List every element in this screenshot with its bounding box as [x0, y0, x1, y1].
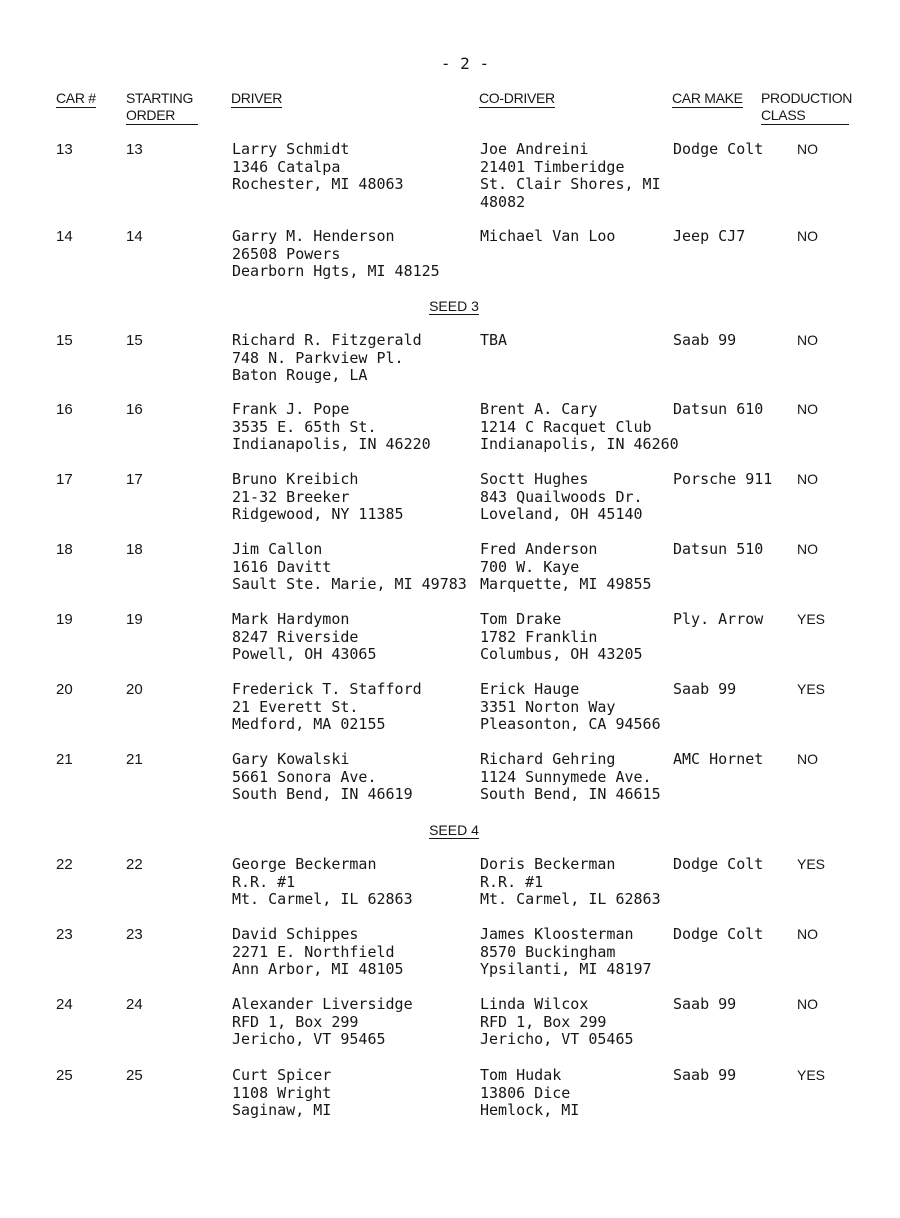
starting-order: 17 — [126, 471, 143, 488]
driver-cell — [232, 926, 404, 979]
production-class: NO — [797, 996, 818, 1012]
codriver-cell — [480, 228, 615, 246]
driver-cell — [232, 228, 440, 281]
table-row — [0, 856, 900, 926]
starting-order: 21 — [126, 751, 143, 768]
codriver-cell — [480, 141, 661, 211]
car-make: Saab 99 — [673, 331, 737, 349]
driver-cell — [232, 611, 377, 664]
table-row — [0, 332, 900, 402]
car-number: 23 — [56, 926, 73, 943]
car-make: Dodge Colt — [673, 140, 764, 158]
car-make: Saab 99 — [673, 680, 737, 698]
driver-cell — [232, 401, 431, 454]
page-number: - 2 - — [440, 54, 490, 73]
codriver-cell — [480, 1067, 579, 1120]
codriver-line: Columbus, OH 43205 — [480, 645, 643, 663]
car-number: 20 — [56, 681, 73, 698]
car-make: Dodge Colt — [673, 925, 764, 943]
table-row — [0, 1067, 900, 1137]
codriver-line: 700 W. Kaye — [480, 557, 580, 576]
codriver-cell — [480, 541, 652, 594]
car-number: 19 — [56, 611, 73, 628]
driver-cell — [232, 332, 422, 385]
starting-order: 14 — [126, 228, 143, 245]
starting-order: 23 — [126, 926, 143, 943]
codriver-line: Erick Hauge — [480, 680, 580, 698]
codriver-line: 1124 Sunnymede Ave. — [480, 767, 652, 786]
driver-line: 8247 Riverside — [232, 627, 359, 646]
car-number: 22 — [56, 856, 73, 873]
header-starting-order: STARTING ORDER — [126, 90, 198, 125]
car-make: Datsun 510 — [673, 540, 764, 558]
driver-line: Rochester, MI 48063 — [232, 175, 404, 193]
driver-line: 3535 E. 65th St. — [232, 417, 377, 436]
codriver-line: Pleasonton, CA 94566 — [480, 715, 661, 733]
codriver-line: St. Clair Shores, MI — [480, 175, 661, 193]
codriver-line: R.R. #1 — [480, 872, 544, 891]
seed-4-heading: SEED 4 — [429, 822, 479, 838]
header-car-make: CAR MAKE — [672, 90, 743, 106]
car-number: 14 — [56, 228, 73, 245]
production-class: NO — [797, 141, 818, 157]
header-car-number: CAR # — [56, 90, 96, 106]
driver-line: Frank J. Pope — [232, 400, 350, 418]
car-number: 13 — [56, 141, 73, 158]
codriver-cell — [480, 681, 661, 734]
driver-line: Ridgewood, NY 11385 — [232, 505, 404, 523]
driver-line: 1108 Wright — [232, 1083, 332, 1102]
header-driver: DRIVER — [231, 90, 283, 106]
codriver-cell — [480, 401, 679, 454]
codriver-cell — [480, 611, 643, 664]
driver-line: 1616 Davitt — [232, 557, 332, 576]
driver-line: Mark Hardymon — [232, 610, 350, 628]
starting-order: 13 — [126, 141, 143, 158]
codriver-line: Fred Anderson — [480, 540, 598, 558]
driver-line: Ann Arbor, MI 48105 — [232, 960, 404, 978]
codriver-line: TBA — [480, 331, 508, 349]
production-class: YES — [797, 856, 826, 872]
driver-line: Saginaw, MI — [232, 1101, 332, 1119]
table-row — [0, 926, 900, 996]
starting-order: 19 — [126, 611, 143, 628]
driver-line: 748 N. Parkview Pl. — [232, 348, 404, 367]
car-number: 16 — [56, 401, 73, 418]
starting-order: 20 — [126, 681, 143, 698]
car-number: 17 — [56, 471, 73, 488]
production-class: NO — [797, 926, 818, 942]
car-make: Ply. Arrow — [673, 610, 764, 628]
driver-line: Jericho, VT 95465 — [232, 1030, 386, 1048]
seed-3-heading: SEED 3 — [429, 298, 479, 314]
driver-line: Sault Ste. Marie, MI 49783 — [232, 575, 467, 593]
codriver-line: Tom Drake — [480, 610, 562, 628]
production-class: YES — [797, 1067, 826, 1083]
driver-line: Medford, MA 02155 — [232, 715, 386, 733]
header-production-class: PRODUCTION CLASS — [761, 90, 853, 123]
codriver-cell — [480, 926, 652, 979]
table-row — [0, 141, 900, 211]
codriver-line: James Kloosterman — [480, 925, 634, 943]
codriver-cell — [480, 751, 661, 804]
table-row — [0, 751, 900, 821]
driver-cell — [232, 856, 413, 909]
codriver-line: 3351 Norton Way — [480, 697, 616, 716]
table-row — [0, 401, 900, 471]
production-class: NO — [797, 751, 818, 767]
production-class: NO — [797, 471, 818, 487]
production-class: NO — [797, 401, 818, 417]
codriver-line: Ypsilanti, MI 48197 — [480, 960, 652, 978]
production-class: YES — [797, 681, 826, 697]
codriver-line: Brent A. Cary — [480, 400, 598, 418]
codriver-line: Doris Beckerman — [480, 855, 616, 873]
codriver-cell — [480, 856, 661, 909]
codriver-line: Hemlock, MI — [480, 1101, 580, 1119]
car-make: Jeep CJ7 — [673, 227, 746, 245]
driver-line: Larry Schmidt — [232, 140, 350, 158]
codriver-line: 13806 Dice — [480, 1083, 571, 1102]
driver-cell — [232, 141, 404, 194]
production-class: NO — [797, 332, 818, 348]
driver-cell — [232, 1067, 331, 1120]
driver-line: R.R. #1 — [232, 872, 296, 891]
driver-line: Mt. Carmel, IL 62863 — [232, 890, 413, 908]
driver-line: David Schippes — [232, 925, 359, 943]
codriver-line: Linda Wilcox — [480, 995, 589, 1013]
table-row — [0, 996, 900, 1066]
car-make: Dodge Colt — [673, 855, 764, 873]
driver-line: Jim Callon — [232, 540, 323, 558]
driver-line: Dearborn Hgts, MI 48125 — [232, 262, 440, 280]
table-row — [0, 681, 900, 751]
codriver-line: Loveland, OH 45140 — [480, 505, 643, 523]
driver-line: 1346 Catalpa — [232, 157, 341, 176]
driver-line: Baton Rouge, LA — [232, 366, 368, 384]
codriver-line: RFD 1, Box 299 — [480, 1012, 607, 1031]
driver-line: South Bend, IN 46619 — [232, 785, 413, 803]
production-class: NO — [797, 228, 818, 244]
codriver-line: Soctt Hughes — [480, 470, 589, 488]
codriver-cell — [480, 996, 634, 1049]
production-class: NO — [797, 541, 818, 557]
driver-line: RFD 1, Box 299 — [232, 1012, 359, 1031]
driver-line: 26508 Powers — [232, 244, 341, 263]
car-make: Datsun 610 — [673, 400, 764, 418]
car-number: 25 — [56, 1067, 73, 1084]
table-row — [0, 611, 900, 681]
codriver-line: Richard Gehring — [480, 750, 616, 768]
driver-line: 2271 E. Northfield — [232, 942, 395, 961]
header-codriver: CO-DRIVER — [479, 90, 555, 106]
codriver-line: Joe Andreini — [480, 140, 589, 158]
car-make: AMC Hornet — [673, 750, 764, 768]
codriver-line: 21401 Timberidge — [480, 157, 625, 176]
driver-line: Gary Kowalski — [232, 750, 350, 768]
starting-order: 22 — [126, 856, 143, 873]
driver-line: Frederick T. Stafford — [232, 680, 422, 698]
codriver-line: 843 Quailwoods Dr. — [480, 487, 643, 506]
production-class: YES — [797, 611, 826, 627]
codriver-cell — [480, 332, 507, 350]
codriver-line: 1214 C Racquet Club — [480, 417, 652, 436]
driver-line: 5661 Sonora Ave. — [232, 767, 377, 786]
driver-cell — [232, 541, 467, 594]
driver-cell — [232, 751, 413, 804]
car-number: 18 — [56, 541, 73, 558]
starting-order: 15 — [126, 332, 143, 349]
car-make: Porsche 911 — [673, 470, 773, 488]
driver-line: 21 Everett St. — [232, 697, 359, 716]
codriver-line: Mt. Carmel, IL 62863 — [480, 890, 661, 908]
car-number: 21 — [56, 751, 73, 768]
driver-cell — [232, 471, 404, 524]
codriver-line: 1782 Franklin — [480, 627, 598, 646]
car-number: 24 — [56, 996, 73, 1013]
driver-line: George Beckerman — [232, 855, 377, 873]
driver-cell — [232, 681, 422, 734]
driver-line: Richard R. Fitzgerald — [232, 331, 422, 349]
codriver-line: Marquette, MI 49855 — [480, 575, 652, 593]
codriver-line: South Bend, IN 46615 — [480, 785, 661, 803]
driver-cell — [232, 996, 413, 1049]
codriver-line: Michael Van Loo — [480, 227, 616, 245]
table-row — [0, 471, 900, 541]
driver-line: Garry M. Henderson — [232, 227, 395, 245]
codriver-line: 8570 Buckingham — [480, 942, 616, 961]
driver-line: 21-32 Breeker — [232, 487, 350, 506]
driver-line: Bruno Kreibich — [232, 470, 359, 488]
codriver-cell — [480, 471, 643, 524]
codriver-line: 48082 — [480, 192, 526, 211]
driver-line: Powell, OH 43065 — [232, 645, 377, 663]
car-number: 15 — [56, 332, 73, 349]
table-row — [0, 541, 900, 611]
starting-order: 18 — [126, 541, 143, 558]
starting-order: 24 — [126, 996, 143, 1013]
table-row — [0, 228, 900, 298]
codriver-line: Indianapolis, IN 46260 — [480, 435, 679, 453]
driver-line: Alexander Liversidge — [232, 995, 413, 1013]
driver-line: Indianapolis, IN 46220 — [232, 435, 431, 453]
codriver-line: Jericho, VT 05465 — [480, 1030, 634, 1048]
starting-order: 25 — [126, 1067, 143, 1084]
codriver-line: Tom Hudak — [480, 1066, 562, 1084]
driver-line: Curt Spicer — [232, 1066, 332, 1084]
car-make: Saab 99 — [673, 1066, 737, 1084]
starting-order: 16 — [126, 401, 143, 418]
car-make: Saab 99 — [673, 995, 737, 1013]
